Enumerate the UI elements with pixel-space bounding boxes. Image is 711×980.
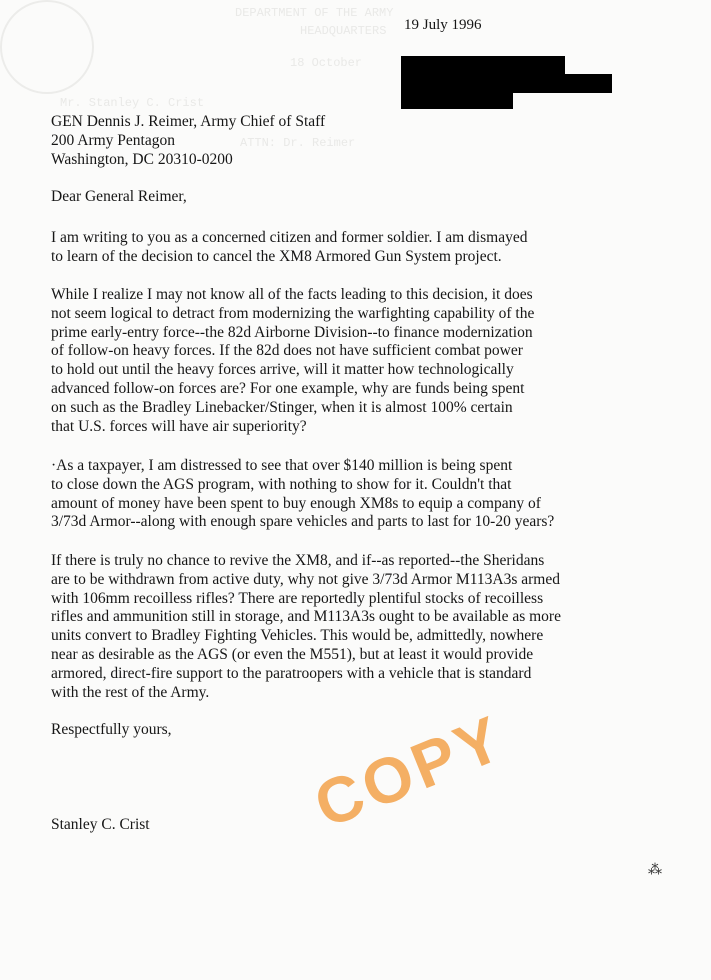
bleed-through-seal <box>0 0 94 94</box>
body-paragraph: ·As a taxpayer, I am distressed to see that over $140 million is being spent to close down the AGS program, with nothing to show for it. Couldn't that amount of money have been spent to buy enough XM8s to equip a company of 3/73d Armor--along with enough spare vehicles and parts to last for 10-20 years? <box>51 457 555 531</box>
redaction-bar <box>401 56 565 74</box>
bleed-through-text: ATTN: Dr. Reimer <box>240 136 356 150</box>
body-paragraph: While I realize I may not know all of the facts leading to this decision, it does not seem logical to detract from modernizing the warfighting capability of the prime early-entry force--the 82d Airborne Division--to finance modernization of follow-on heavy forces. If the 82d does not have sufficient combat power to hold out until the heavy forces arrive, will it matter how technologically advanced follow-on forces are? For one example, why are funds being spent on such as the Bradley Linebacker/Stinger, when it is almost 100% certain that U.S. forces will have air superiority? <box>51 286 535 435</box>
salutation: Dear General Reimer, <box>51 188 187 205</box>
recipient-city: Washington, DC 20310-0200 <box>51 151 233 168</box>
copy-stamp: COPY <box>304 700 515 842</box>
redaction-bar <box>401 74 612 93</box>
closing: Respectfully yours, <box>51 721 172 738</box>
bleed-through-text: Mr. Stanley C. Crist <box>60 96 205 110</box>
body-paragraph: I am writing to you as a concerned citizen and former soldier. I am dismayed to learn of the decision to cancel the XM8 Armored Gun System project. <box>51 229 528 265</box>
recipient-address <box>51 112 325 169</box>
body-paragraph: If there is truly no chance to revive the XM8, and if--as reported--the Sheridans are to be withdrawn from active duty, why not give 3/73d Armor M113A3s armed with 106mm recoilless rifles? There are reportedly plentiful stocks of recoilless rifles and ammunition still in storage, and M113A3s ought to be available as more units convert to Bradley Fighting Vehicles. This would be, admittedly, nowhere near as desirable as the AGS (or even the M551), but at least it would provide armored, direct-fire support to the paratroopers with a vehicle that is standard with the rest of the Army. <box>51 552 561 701</box>
signature-name: Stanley C. Crist <box>51 816 150 833</box>
recipient-name: GEN Dennis J. Reimer, Army Chief of Staff <box>51 113 326 130</box>
ink-speck: ⁂ <box>648 863 662 878</box>
bleed-through-text: 18 October <box>290 56 363 70</box>
recipient-street: 200 Army Pentagon <box>51 132 175 149</box>
bleed-through-text: HEADQUARTERS <box>300 24 387 38</box>
redaction-bar <box>401 92 513 109</box>
bleed-through-text: DEPARTMENT OF THE ARMY <box>235 6 394 20</box>
letter-date: 19 July 1996 <box>404 17 482 33</box>
